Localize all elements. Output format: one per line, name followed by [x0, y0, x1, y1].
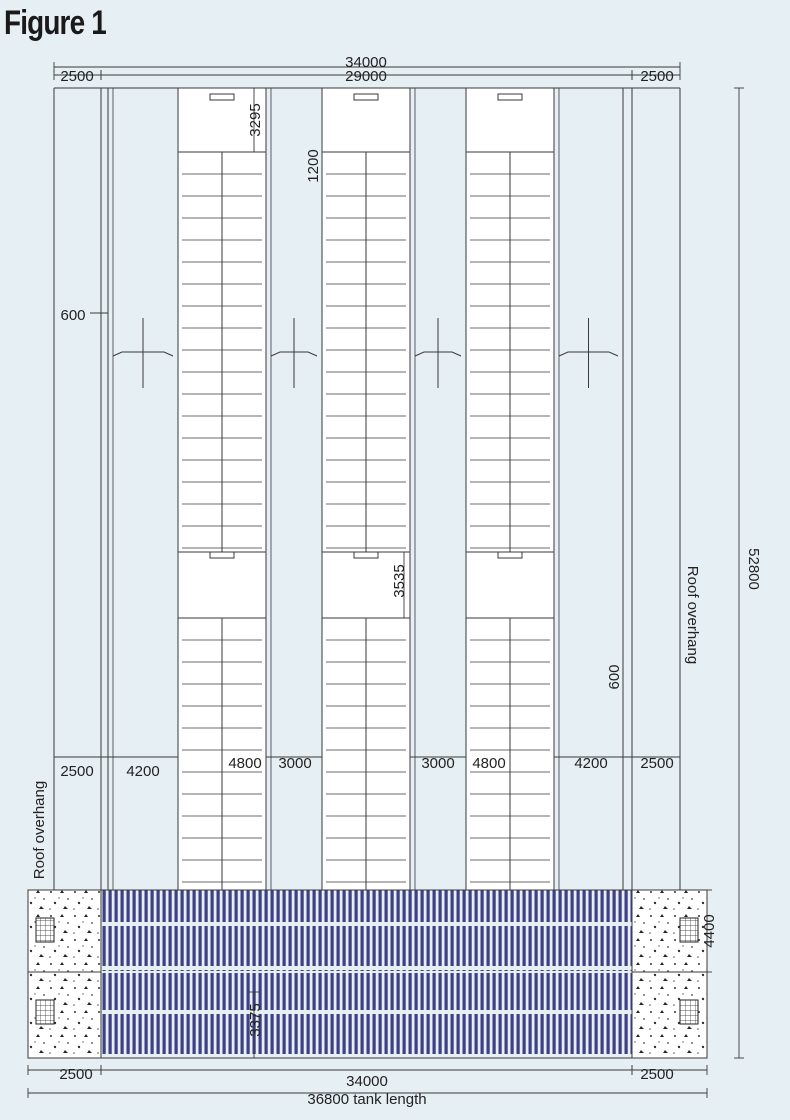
- dim-left-alley: 4200: [126, 763, 160, 780]
- dim-overhang-offset-right: 600: [606, 664, 623, 690]
- pump-grate: [36, 918, 54, 942]
- dim-top-gap: 3295: [247, 103, 264, 137]
- dim-bottom-right-margin: 2500: [640, 1066, 674, 1083]
- dim-pen-width-left: 4800: [228, 755, 262, 772]
- roof-overhang-right-label: Roof overhang: [684, 565, 701, 665]
- dim-alley-left: 3000: [278, 755, 312, 772]
- concrete-pad-left: [28, 890, 101, 1058]
- dim-overall-length: 52800: [745, 548, 762, 590]
- pump-grate: [680, 1000, 698, 1024]
- pen-row: [178, 88, 266, 992]
- dim-right-alley: 4200: [574, 755, 608, 772]
- feeder: [210, 94, 234, 100]
- dim-pen-width-right: 4800: [472, 755, 506, 772]
- service-area-middle: [178, 552, 266, 618]
- figure-title: Figure 1: [4, 4, 106, 42]
- dim-grid-step: 1200: [305, 149, 322, 183]
- pump-grate: [680, 918, 698, 942]
- pump-grate: [36, 1000, 54, 1024]
- dim-bottom-gap: 3375: [247, 1003, 264, 1037]
- feeder: [354, 94, 378, 100]
- dim-tank-length: 36800 tank length: [307, 1091, 427, 1108]
- dim-left-margin-top: 2500: [60, 68, 94, 85]
- dim-alley-right: 3000: [421, 755, 455, 772]
- dim-slat-depth: 4400: [701, 914, 718, 948]
- roof-overhang-left-label: Roof overhang: [31, 780, 48, 880]
- concrete-pad-right: [632, 890, 707, 1058]
- dim-left-outer: 2500: [60, 763, 94, 780]
- feeder: [498, 552, 522, 558]
- dim-bottom-left-margin: 2500: [59, 1066, 93, 1083]
- dim-bottom-width: 34000: [346, 1073, 388, 1090]
- dim-right-outer: 2500: [640, 755, 674, 772]
- feeder: [210, 552, 234, 558]
- dim-mid-gap: 3535: [391, 564, 408, 598]
- dim-overall-width-top: 34000: [345, 54, 387, 71]
- dim-overhang-offset-left: 600: [60, 307, 86, 324]
- pen-row: [466, 88, 554, 992]
- feeder: [498, 94, 522, 100]
- service-area-middle: [466, 552, 554, 618]
- pen-row: [322, 88, 410, 992]
- dim-inner-width-top: 29000: [345, 68, 387, 85]
- slatted-floor-zone: [28, 890, 707, 1058]
- pen-rows: [113, 88, 618, 992]
- feeder: [354, 552, 378, 558]
- slat-floor: [101, 890, 632, 1058]
- dim-right-margin-top: 2500: [640, 68, 674, 85]
